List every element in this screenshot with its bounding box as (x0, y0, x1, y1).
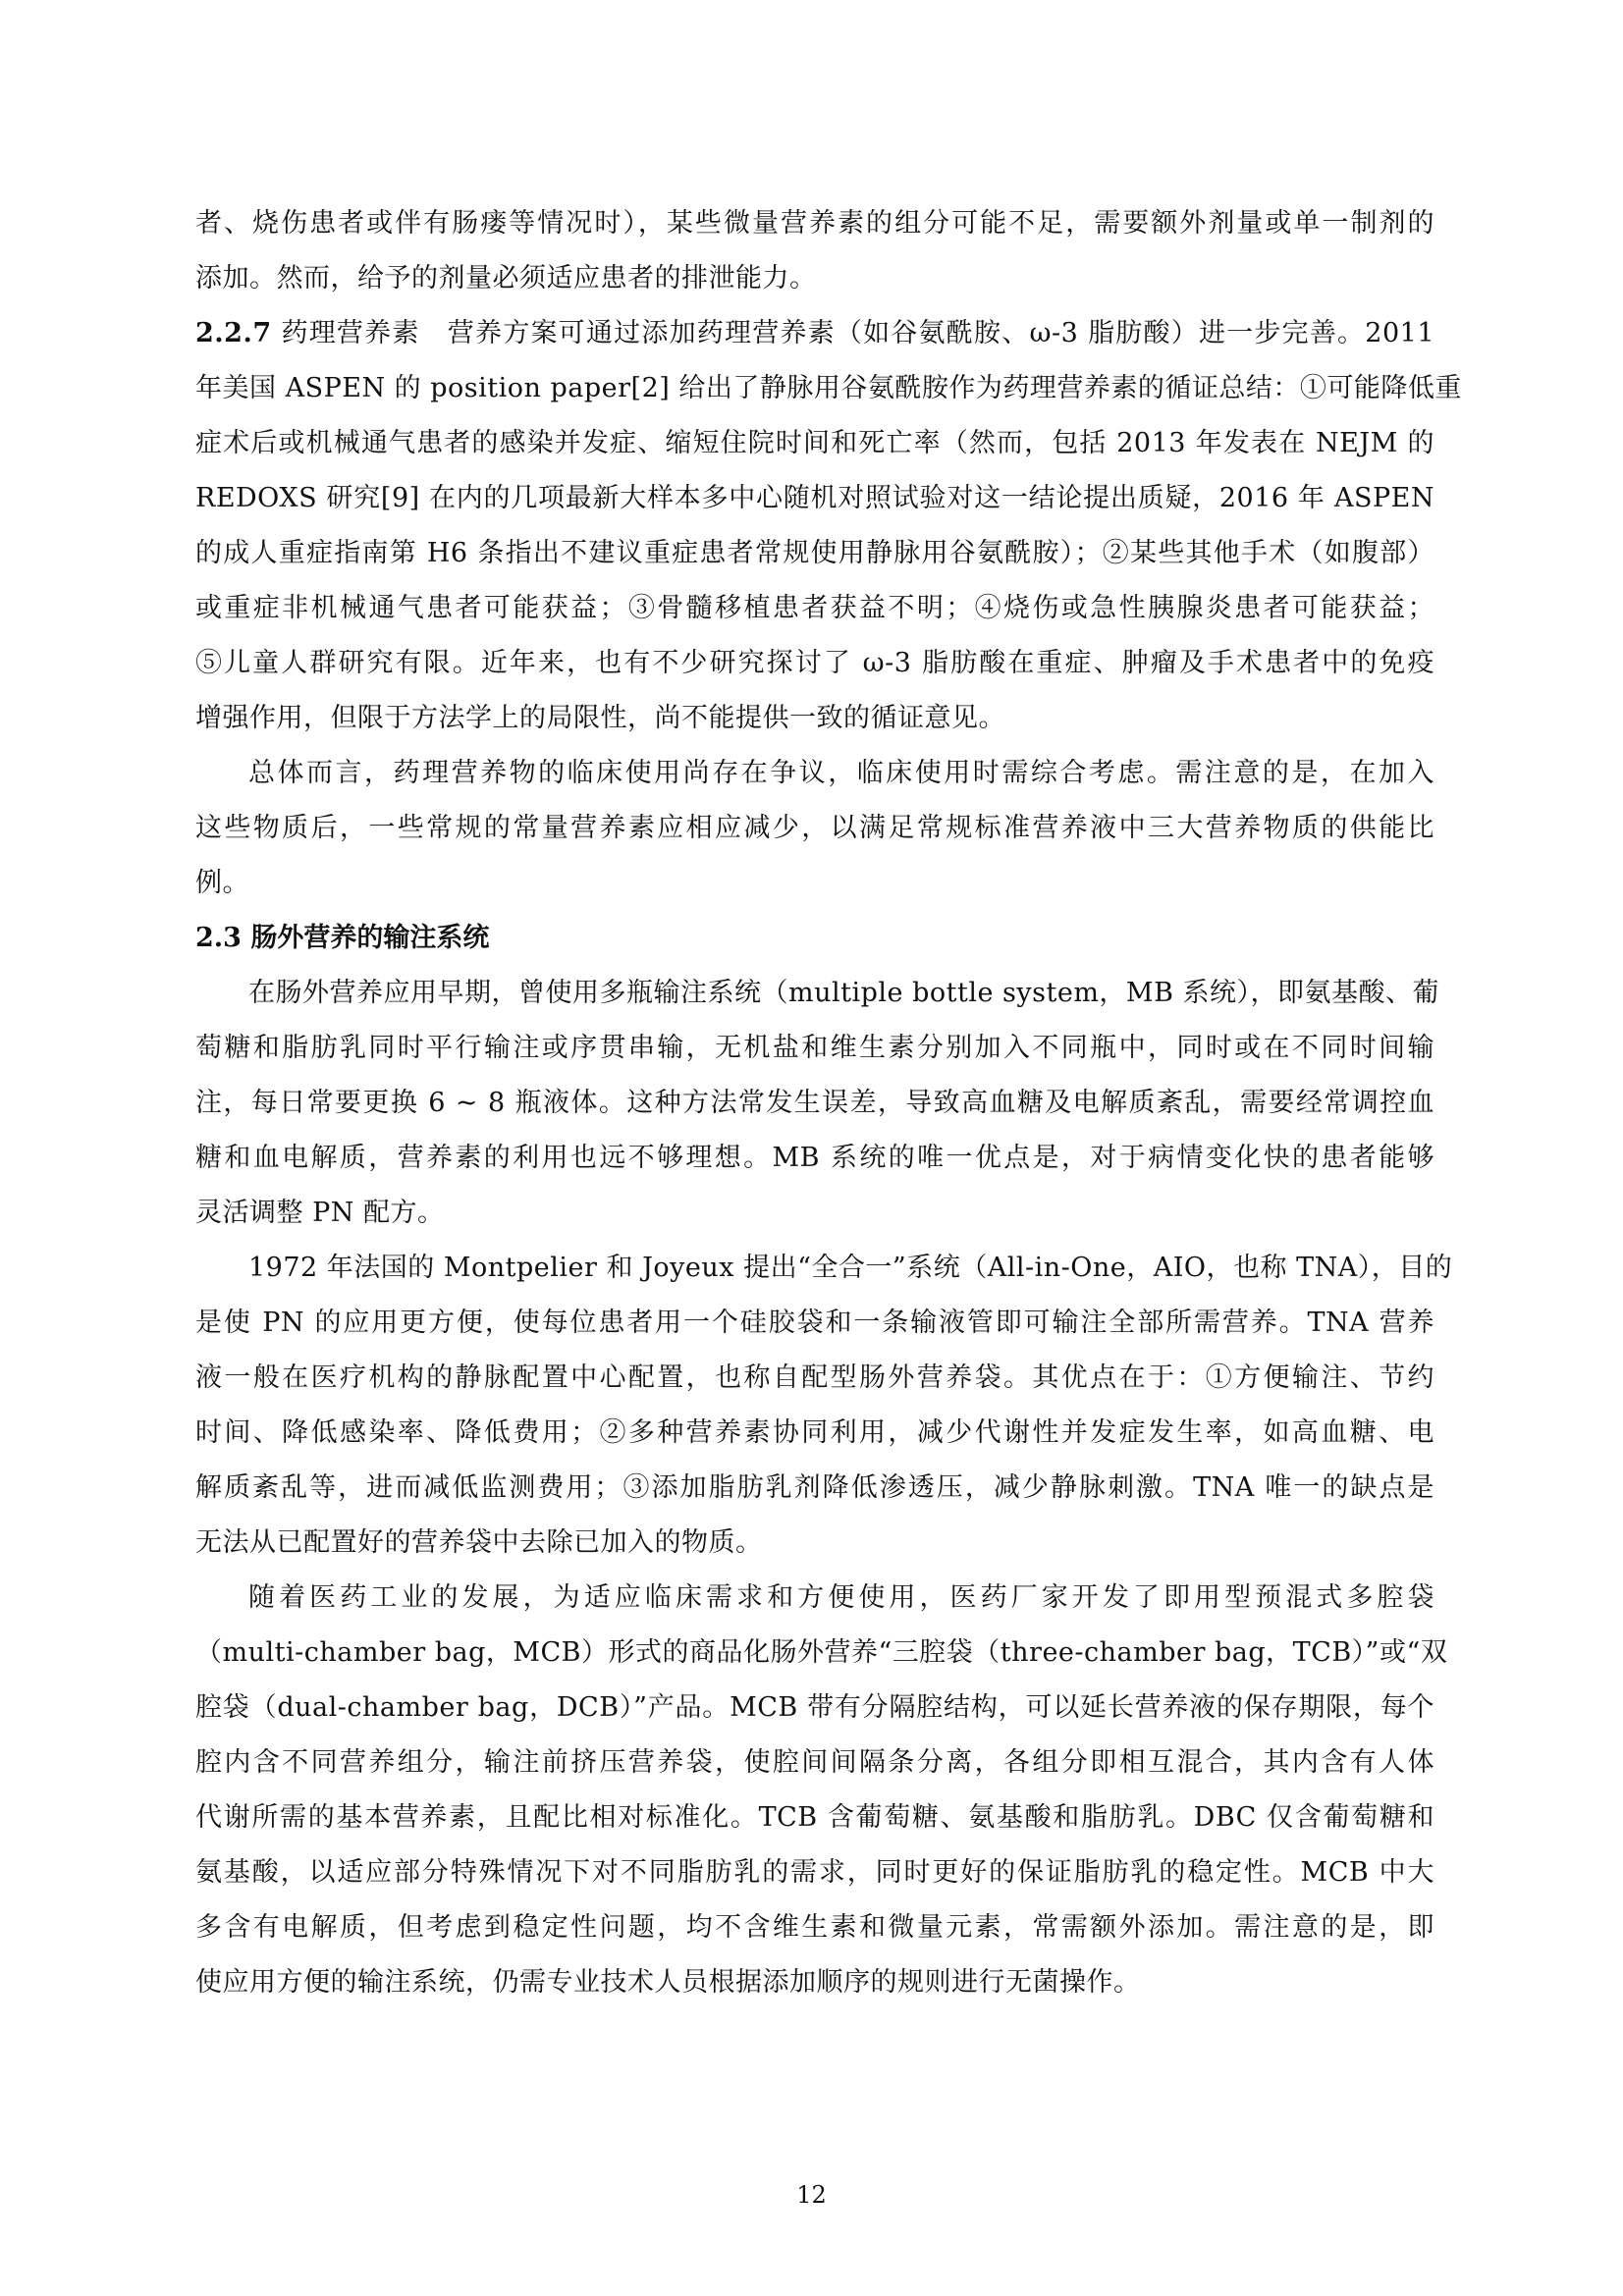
text-line: 增强作用，但限于方法学上的局限性，尚不能提供一致的循证意见。 (195, 703, 1005, 733)
text-line: 液一般在医疗机构的静脉配置中心配置，也称自配型肠外营养袋。其优点在于：①方便输注、节约 (195, 1362, 1434, 1393)
text-line: 糖和血电解质，营养素的利用也远不够理想。MB 系统的唯一优点是，对于病情变化快的患者能够 (195, 1143, 1434, 1173)
text-line: 者、烧伤患者或伴有肠瘘等情况时），某些微量营养素的组分可能不足，需要额外剂量或单一制剂的 (195, 208, 1434, 239)
section-number: 2.2.7 (195, 318, 272, 348)
text-line (195, 306, 1434, 361)
text-line: ⑤儿童人群研究有限。近年来，也有不少研究探讨了 ω-3 脂肪酸在重症、肿瘤及手术患者中的免疫 (195, 648, 1434, 678)
text-line: 1972 年法国的 Montpelier 和 Joyeux 提出“全合一”系统（All-in-One，AIO，也称 TNA），目的 (248, 1253, 1453, 1283)
text-line: 的成人重症指南第 H6 条指出不建议重症患者常规使用静脉用谷氨酰胺）；②某些其他手术（如腹部） (195, 538, 1434, 568)
text-line: 年美国 ASPEN 的 position paper[2] 给出了静脉用谷氨酰胺作为药理营养素的循证总结：①可能降低重 (195, 373, 1462, 403)
paragraph (195, 1571, 1448, 2010)
text-line: 症术后或机械通气患者的感染并发症、缩短住院时间和死亡率（然而，包括 2013 年发表在 NEJM 的 (195, 428, 1434, 458)
paragraph (195, 966, 1439, 1241)
text-span: 药理营养素 营养方案可通过添加药理营养素（如谷氨酰胺、ω-3 脂肪酸）进一步完善。2011 (271, 318, 1434, 348)
text-line: 腔内含不同营养组分，输注前挤压营养袋，使腔间间隔条分离，各组分即相互混合，其内含有人体 (195, 1747, 1434, 1778)
text-line: 总体而言，药理营养物的临床使用尚存在争议，临床使用时需综合考虑。需注意的是，在加入 (248, 758, 1434, 788)
text-line: 添加。然而，给予的剂量必须适应患者的排泄能力。 (195, 263, 817, 294)
text-line: 解质紊乱等，进而减低监测费用；③添加脂肪乳剂降低渗透压，减少静脉刺激。TNA 唯一的缺点是 (195, 1472, 1434, 1503)
paragraph-section-2-2-7 (195, 306, 1462, 746)
paragraph (195, 196, 1434, 306)
text-line: 随着医药工业的发展，为适应临床需求和方便使用，医药厂家开发了即用型预混式多腔袋 (248, 1582, 1434, 1613)
text-line: 是使 PN 的应用更方便，使每位患者用一个硅胶袋和一条输液管即可输注全部所需营养。TNA 营养 (195, 1308, 1434, 1338)
text-line: 时间、降低感染率、降低费用；②多种营养素协同利用，减少代谢性并发症发生率，如高血糖、电 (195, 1417, 1434, 1448)
text-line: 或重症非机械通气患者可能获益；③骨髓移植患者获益不明；④烧伤或急性胰腺炎患者可能获益； (195, 593, 1434, 623)
text-line: 灵活调整 PN 配方。 (195, 1198, 445, 1228)
text-line: 多含有电解质，但考虑到稳定性问题，均不含维生素和微量元素，常需额外添加。需注意的是，即 (195, 1912, 1434, 1943)
text-line: 注，每日常要更换 6 ~ 8 瓶液体。这种方法常发生误差，导致高血糖及电解质紊乱，需要经常调控血 (195, 1088, 1434, 1118)
text-line: 这些物质后，一些常规的常量营养素应相应减少，以满足常规标准营养液中三大营养物质的供能比 (195, 813, 1434, 843)
text-line: 氨基酸，以适应部分特殊情况下对不同脂肪乳的需求，同时更好的保证脂肪乳的稳定性。MCB 中大 (195, 1857, 1434, 1888)
text-line: 代谢所需的基本营养素，且配比相对标准化。TCB 含葡萄糖、氨基酸和脂肪乳。DBC 仅含葡萄糖和 (195, 1802, 1434, 1833)
text-line: 使应用方便的输注系统，仍需专业技术人员根据添加顺序的规则进行无菌操作。 (195, 1967, 1141, 1998)
paragraph (195, 1241, 1453, 1571)
paragraph (195, 746, 1434, 911)
text-line: 无法从已配置好的营养袋中去除已加入的物质。 (195, 1527, 763, 1558)
section-heading: 2.3 肠外营养的输注系统 (195, 923, 490, 953)
text-line: 腔袋（dual-chamber bag，DCB）”产品。MCB 带有分隔腔结构，可以延长营养液的保存期限，每个 (195, 1692, 1434, 1723)
text-line: REDOXS 研究[9] 在内的几项最新大样本多中心随机对照试验对这一结论提出质疑，2016 年 ASPEN (195, 483, 1434, 513)
text-line: 在肠外营养应用早期，曾使用多瓶输注系统（multiple bottle system，MB 系统），即氨基酸、葡 (248, 978, 1439, 1008)
document-body (195, 196, 1462, 2010)
text-line: （multi-chamber bag，MCB）形式的商品化肠外营养“三腔袋（three-chamber bag，TCB）”或“双 (195, 1637, 1448, 1668)
page-number: 12 (796, 2181, 827, 2209)
text-line: 例。 (195, 868, 249, 898)
text-line: 萄糖和脂肪乳同时平行输注或序贯串输，无机盐和维生素分别加入不同瓶中，同时或在不同时间输 (195, 1033, 1434, 1063)
